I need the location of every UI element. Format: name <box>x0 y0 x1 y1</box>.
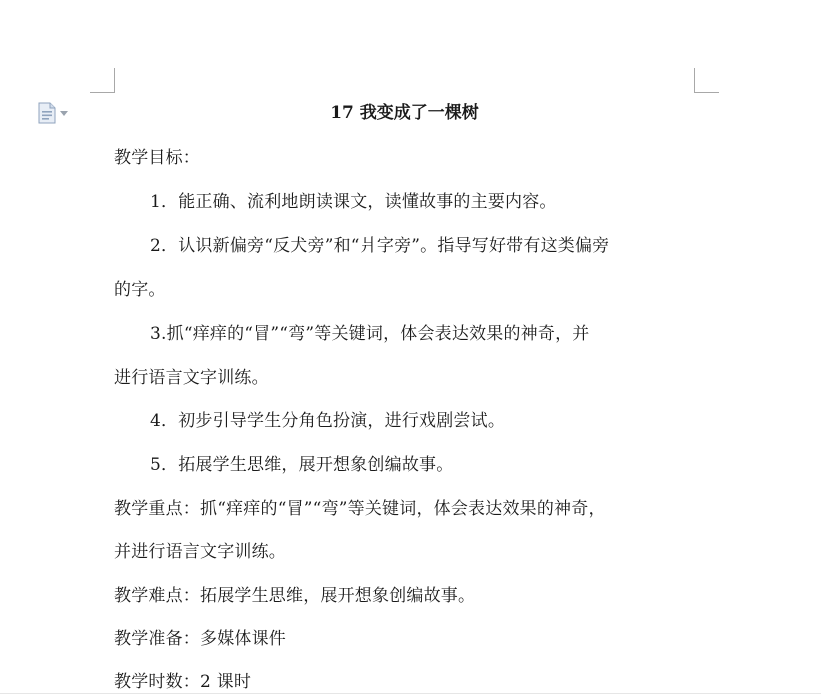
page-corner-mark-left <box>90 68 115 93</box>
paragraph-line: 1．能正确、流利地朗读课文，读懂故事的主要内容。 <box>150 192 557 212</box>
paragraph-line: 教学目标： <box>114 148 200 168</box>
paragraph-line: 的字。 <box>114 280 166 300</box>
paragraph-line: 教学时数：2 课时 <box>114 672 252 692</box>
paragraph-line: 5．拓展学生思维，展开想象创编故事。 <box>150 455 454 475</box>
paragraph-line: 进行语言文字训练。 <box>114 368 269 388</box>
page-corner-mark-right <box>694 68 719 93</box>
paragraph-line: 教学难点：拓展学生思维，展开想象创编故事。 <box>114 586 476 606</box>
paragraph-line: 教学准备：多媒体课件 <box>114 629 286 649</box>
paragraph-line: 并进行语言文字训练。 <box>114 542 286 562</box>
document-title: 17 我变成了一棵树 <box>330 103 479 123</box>
paragraph-line: 2．认识新偏旁“反犬旁”和“爿字旁”。指导写好带有这类偏旁 <box>150 236 610 256</box>
paragraph-line: 3.抓“痒痒的“冒”“弯”等关键词，体会表达效果的神奇，并 <box>150 324 590 344</box>
paragraph-line: 教学重点：抓“痒痒的“冒”“弯”等关键词，体会表达效果的神奇， <box>114 499 606 519</box>
paragraph-line: 4．初步引导学生分角色扮演，进行戏剧尝试。 <box>150 411 506 431</box>
